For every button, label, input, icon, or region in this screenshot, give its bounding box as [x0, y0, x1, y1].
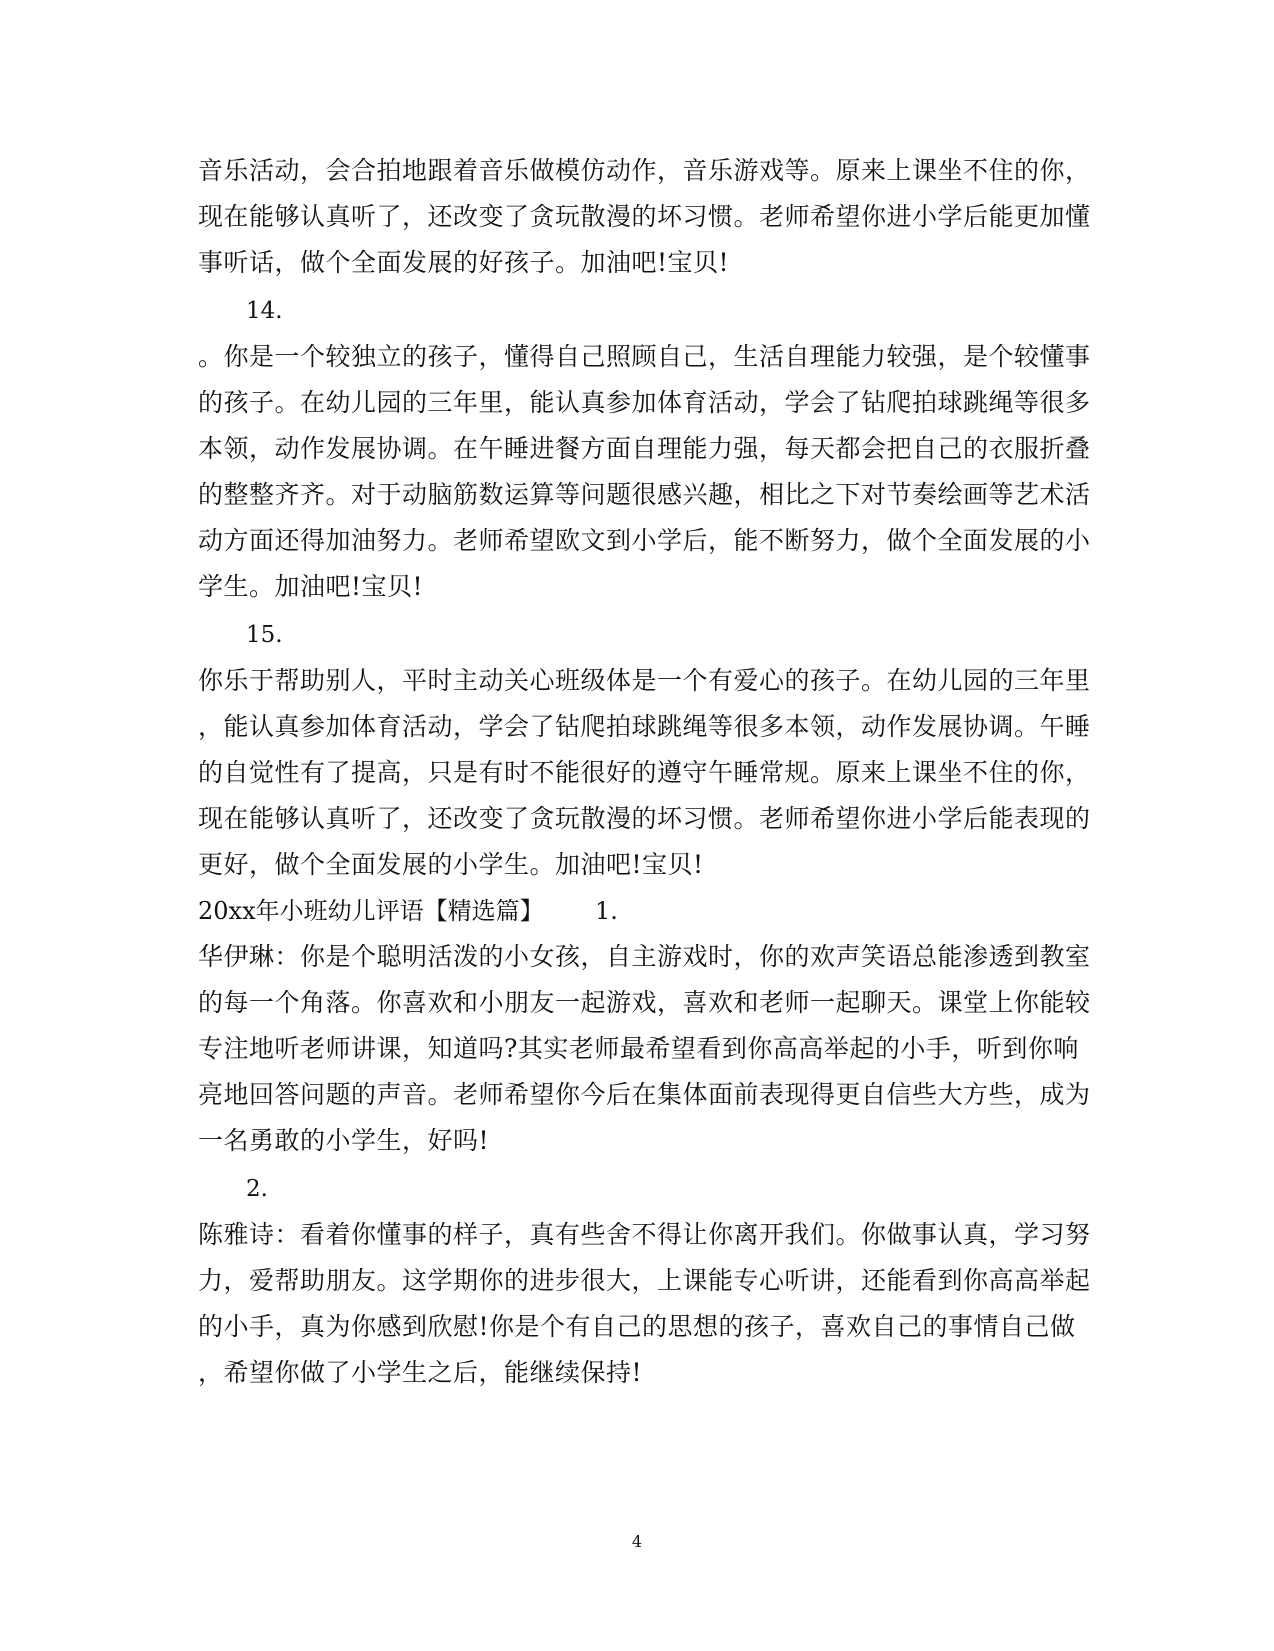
paragraph-line: 的自觉性有了提高，只是有时不能很好的遵守午睡常规。原来上课坐不住的你， — [198, 758, 1091, 787]
paragraph-line: 专注地听老师讲课，知道吗?其实老师最希望看到你高高举起的小手，听到你响 — [198, 1034, 1079, 1063]
item-number: 1. — [595, 897, 618, 925]
paragraph-line: 亮地回答问题的声音。老师希望你今后在集体面前表现得更自信些大方些，成为 — [198, 1080, 1091, 1109]
item-number: 14. — [246, 298, 283, 324]
paragraph-line: 华伊琳：你是个聪明活泼的小女孩，自主游戏时，你的欢声笑语总能渗透到教室 — [198, 942, 1091, 971]
section-heading-row — [198, 894, 618, 928]
paragraph-line: 音乐活动，会合拍地跟着音乐做模仿动作，音乐游戏等。原来上课坐不住的你， — [198, 156, 1091, 185]
page-number: 4 — [631, 1532, 643, 1551]
paragraph-line: ，能认真参加体育活动，学会了钻爬拍球跳绳等很多本领，动作发展协调。午睡 — [198, 712, 1091, 741]
paragraph-line: 的整整齐齐。对于动脑筋数运算等问题很感兴趣，相比之下对节奏绘画等艺术活 — [198, 480, 1091, 509]
paragraph-line: 。你是一个较独立的孩子，懂得自己照顾自己，生活自理能力较强，是个较懂事 — [198, 342, 1091, 371]
paragraph-line: 本领，动作发展协调。在午睡进餐方面自理能力强，每天都会把自己的衣服折叠 — [198, 434, 1091, 463]
section-heading: 20xx年小班幼儿评语【精选篇】 — [198, 897, 544, 925]
paragraph-line: 你乐于帮助别人，平时主动关心班级体是一个有爱心的孩子。在幼儿园的三年里 — [198, 666, 1091, 695]
paragraph-line: 现在能够认真听了，还改变了贪玩散漫的坏习惯。老师希望你进小学后能表现的 — [198, 804, 1091, 833]
item-number: 2. — [246, 1176, 268, 1202]
paragraph-line: 动方面还得加油努力。老师希望欧文到小学后，能不断努力，做个全面发展的小 — [198, 526, 1091, 555]
paragraph-line: 陈雅诗：看着你懂事的样子，真有些舍不得让你离开我们。你做事认真，学习努 — [198, 1220, 1091, 1249]
paragraph-line: 一名勇敢的小学生，好吗! — [198, 1126, 490, 1155]
paragraph-line: 事听话，做个全面发展的好孩子。加油吧!宝贝! — [198, 248, 730, 277]
paragraph-line: 的每一个角落。你喜欢和小朋友一起游戏，喜欢和老师一起聊天。课堂上你能较 — [198, 988, 1091, 1017]
paragraph-line: 学生。加油吧!宝贝! — [198, 572, 424, 601]
paragraph-line: 的小手，真为你感到欣慰!你是个有自己的思想的孩子，喜欢自己的事情自己做 — [198, 1312, 1076, 1341]
paragraph-line: 力，爱帮助朋友。这学期你的进步很大，上课能专心听讲，还能看到你高高举起 — [198, 1266, 1091, 1295]
item-number: 15. — [246, 622, 283, 648]
paragraph-line: 的孩子。在幼儿园的三年里，能认真参加体育活动，学会了钻爬拍球跳绳等很多 — [198, 388, 1091, 417]
paragraph-line: ，希望你做了小学生之后，能继续保持! — [198, 1358, 643, 1387]
paragraph-line: 更好，做个全面发展的小学生。加油吧!宝贝! — [198, 850, 704, 879]
paragraph-line: 现在能够认真听了，还改变了贪玩散漫的坏习惯。老师希望你进小学后能更加懂 — [198, 202, 1091, 231]
